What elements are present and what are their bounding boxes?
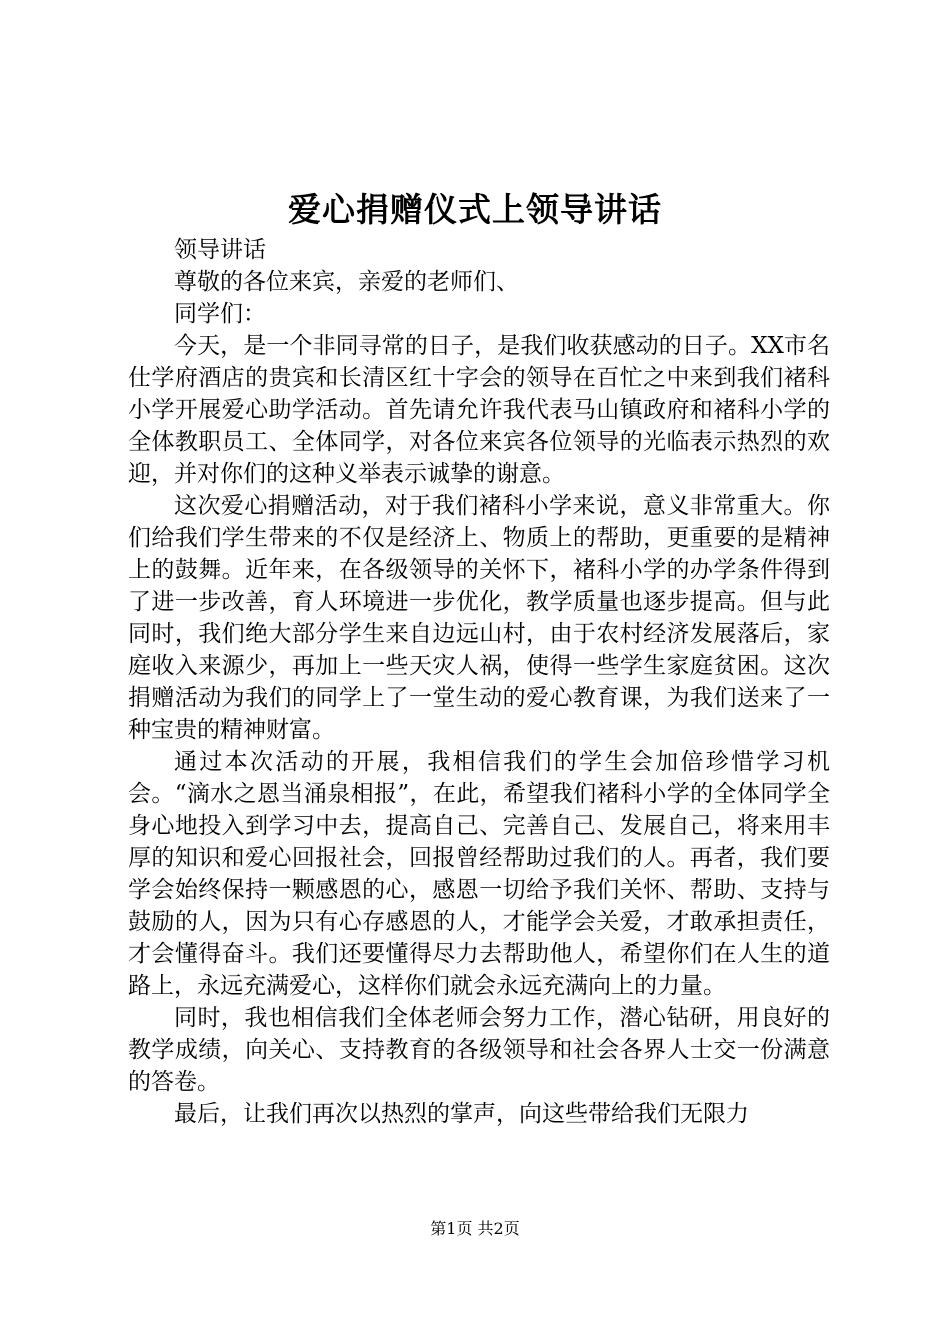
document-body xyxy=(128,234,830,1130)
paragraph-body: 这次爱心捐赠活动，对于我们褚科小学来说，意义非常重大。你们给我们学生带来的不仅是经济上、物质上的帮助，更重要的是精神上的鼓舞。近年来，在各级领导的关怀下，褚科小学的办学条件得到了进一步改善，育人环境进一步优化，教学质量也逐步提高。但与此同时，我们绝大部分学生来自边远山村，由于农村经济发展落后，家庭收入来源少，再加上一些天灾人祸，使得一些学生家庭贫困。这次捐赠活动为我们的同学上了一堂生动的爱心教育课，为我们送来了一种宝贵的精神财富。 xyxy=(128,493,830,743)
paragraph-body: 通过本次活动的开展，我相信我们的学生会加倍珍惜学习机会。“滴水之恩当涌泉相报”，在此，希望我们褚科小学的全体同学全身心地投入到学习中去，提高自己、完善自己、发展自己，将来用丰厚的知识和爱心回报社会，回报曾经帮助过我们的人。再者，我们要学会始终保持一颗感恩的心，感恩一切给予我们关怀、帮助、支持与鼓励的人，因为只有心存感恩的人，才能学会关爱，才敢承担责任，才会懂得奋斗。我们还要懂得尽力去帮助他人，希望你们在人生的道路上，永远充满爱心，这样你们就会永远充满向上的力量。 xyxy=(128,749,830,999)
paragraph-salutation-cont: 同学们： xyxy=(174,301,266,327)
page-number-footer: 第1页 共2页 xyxy=(430,1219,520,1238)
document-title: 爱心捐赠仪式上领导讲话 xyxy=(288,190,662,229)
paragraph-body: 最后，让我们再次以热烈的掌声，向这些带给我们无限力 xyxy=(174,1101,749,1127)
paragraph-salutation: 尊敬的各位来宾，亲爱的老师们、 xyxy=(174,269,519,295)
paragraph-body: 同时，我也相信我们全体老师会努力工作，潜心钻研，用良好的教学成绩，向关心、支持教育的各级领导和社会各界人士交一份满意的答卷。 xyxy=(128,1005,830,1095)
paragraph-body: 今天，是一个非同寻常的日子，是我们收获感动的日子。XX市名仕学府酒店的贵宾和长清区红十字会的领导在百忙之中来到我们褚科小学开展爱心助学活动。首先请允许我代表马山镇政府和褚科小学的全体教职员工、全体同学，对各位来宾各位领导的光临表示热烈的欢迎，并对你们的这种义举表示诚挚的谢意。 xyxy=(128,333,830,487)
paragraph-heading: 领导讲话 xyxy=(174,237,266,263)
